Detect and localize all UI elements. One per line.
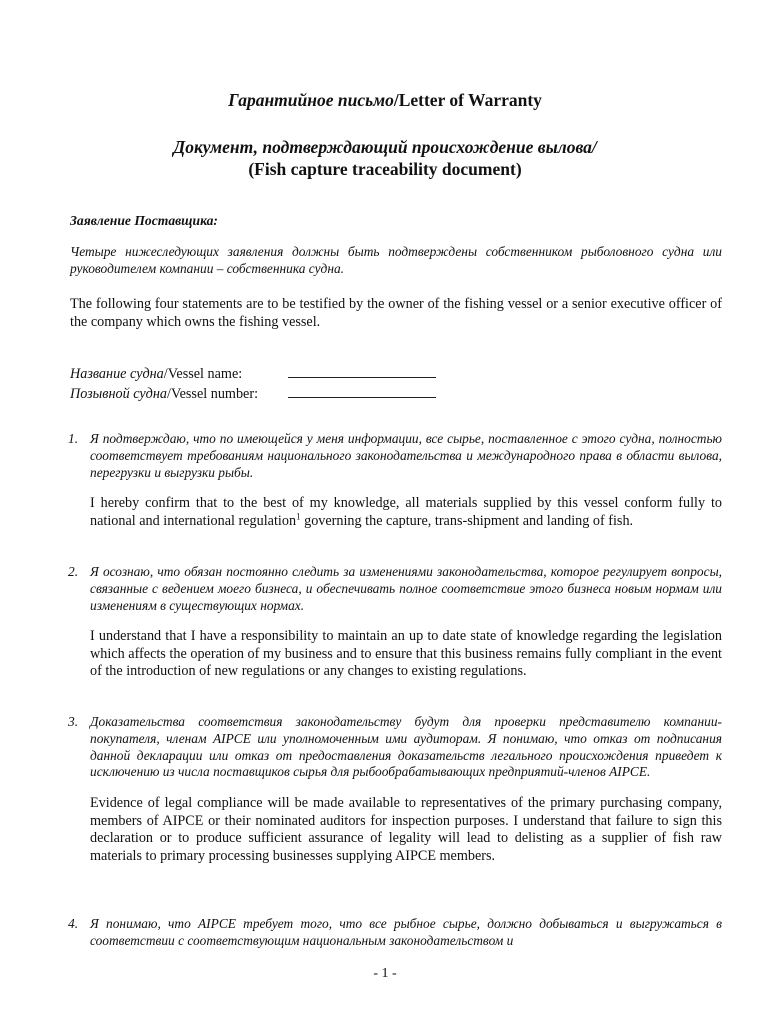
supplier-heading: Заявление Поставщика: bbox=[70, 213, 218, 228]
vessel-name-label-ru: Название судна bbox=[70, 366, 164, 382]
subtitle-ru: Документ, подтверждающий происхождение вылова/ bbox=[173, 137, 597, 157]
subtitle-en: (Fish capture traceability document) bbox=[248, 159, 522, 179]
statement-ru: Я осознаю, что обязан постоянно следить за изменениями законодательства, которое регулирует вопросы, связанные с ведением моего бизнеса, и обеспечивать полное соответствие этого бизнеса новым нормам или изменениям в существующих нормах. bbox=[90, 564, 722, 613]
statement-number: 1. bbox=[68, 431, 79, 446]
statement-number: 3. bbox=[68, 714, 79, 729]
statement-ru: Я подтверждаю, что по имеющейся у меня информации, все сырье, поставленное с этого судна, полностью соответствует требованиям национального законодательства и международного права в области вылова, перегрузки и выгрузки рыбы. bbox=[90, 431, 722, 480]
title-separator: / bbox=[393, 90, 399, 110]
page-title bbox=[0, 90, 770, 111]
intro-ru: Четыре нижеследующих заявления должны быть подтверждены собственником рыболовного судна или руководителем компании – собственника судна. bbox=[70, 244, 722, 276]
title-ru: Гарантийное письмо bbox=[228, 90, 394, 110]
footnote-ref: 1 bbox=[296, 511, 301, 522]
statement-en: I understand that I have a responsibility to maintain an up to date state of knowledge regarding the legislation which affects the operation of my business and to ensure that this business remains fully compliant in the event of the introduction of new regulations or any changes to existing regulations. bbox=[90, 628, 722, 680]
statement-en: Evidence of legal compliance will be made available to representatives of the primary purchasing company, members of AIPCE or their nominated auditors for inspection purposes. I understand that failure to sign this declaration or to produce sufficient assurance of legality will lead to delisting as a supplier of fish raw materials to primary processing businesses supplying AIPCE members. bbox=[90, 795, 722, 864]
vessel-number-blank[interactable] bbox=[288, 384, 436, 398]
vessel-name-label-en: /Vessel name: bbox=[163, 366, 243, 382]
vessel-number-row bbox=[70, 384, 436, 404]
statement-number: 4. bbox=[68, 916, 79, 931]
statement-en: I hereby confirm that to the best of my knowledge, all materials supplied by this vessel conform fully to national and international regulation$^1$ governing the capture, trans-shipment and landing of fish. bbox=[90, 495, 722, 529]
statement-4 bbox=[68, 916, 722, 950]
statement-ru: Я понимаю, что AIPCE требует того, что все рыбное сырье, должно добываться и выгружаться в соответствии с соответствующим национальным законодательством и bbox=[90, 916, 722, 948]
vessel-name-row bbox=[70, 364, 436, 384]
vessel-number-label-en: /Vessel number: bbox=[167, 385, 259, 402]
statement-2 bbox=[68, 564, 722, 681]
vessel-number-label-ru: Позывной судна bbox=[70, 385, 167, 402]
document-subtitle bbox=[0, 136, 770, 180]
page-number: - 1 - bbox=[373, 966, 397, 981]
statement-1 bbox=[68, 431, 722, 530]
statement-ru: Доказательства соответствия законодательству будут для проверки представителю компании-покупателя, членам AIPCE или уполномоченным ими аудиторам. Я понимаю, что отказ от подписания данной декларации или отказ от предоставления доказательств легального происхождения приведет к исключению из числа поставщиков сырья для рыбообрабатывающих предприятий-членов AIPCE. bbox=[90, 714, 722, 780]
statement-number: 2. bbox=[68, 564, 79, 579]
intro-en: The following four statements are to be testified by the owner of the fishing vessel or a senior executive officer of the company which owns the fishing vessel. bbox=[70, 296, 722, 330]
title-en: Letter of Warranty bbox=[398, 90, 542, 110]
vessel-name-blank[interactable] bbox=[288, 364, 436, 378]
statement-3 bbox=[68, 714, 722, 865]
vessel-fields bbox=[70, 364, 436, 403]
